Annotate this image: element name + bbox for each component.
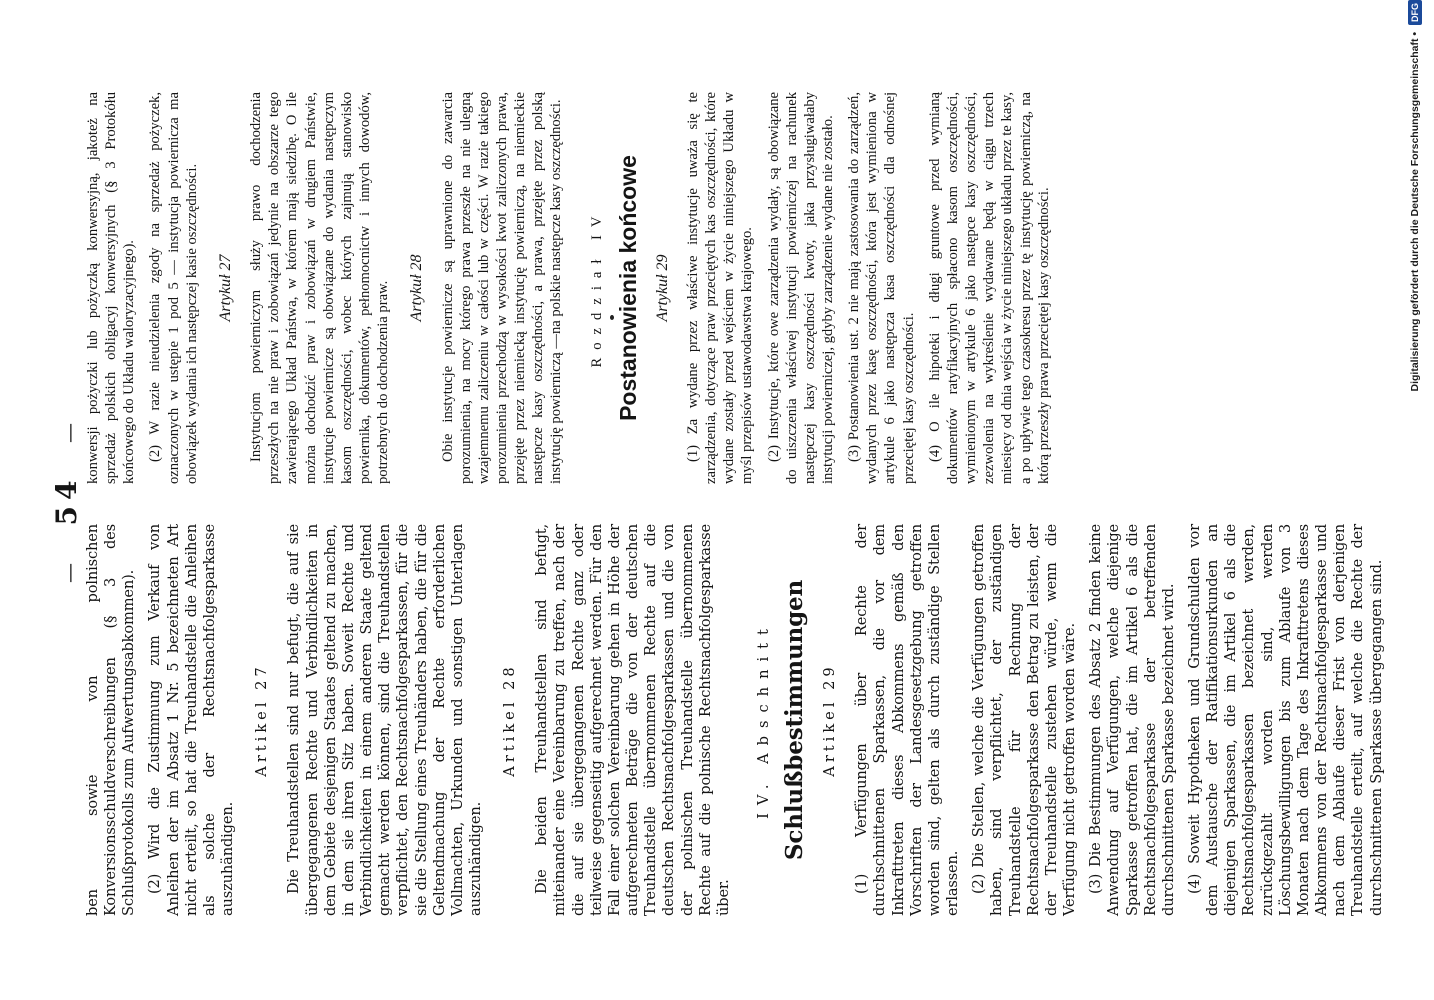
page-number-header	[50, 380, 83, 620]
german-art29-p2: (2) Die Stellen, welche die Verfügungen getroffen haben, sind verpflichtet, der zuständigen Treuhandstelle für Rechnung der Rechtsnachfolgesparkasse den Betrag zu leisten, der der Treuhandstelle zustehen würde, wenn die Verfügung nicht getroffen worden wäre.	[970, 524, 1079, 916]
polish-art29-p1: (1) Za wydane przez właściwe instytucje uważa się te zarządzenia, dotyczące praw przeciętych kas oszczędności, które wydane zostały przed wejściem w życie niniejszego Układu w myśl przepisów ustawodawstwa krajowego.	[684, 92, 756, 484]
german-art27-heading: Artikel 27	[253, 663, 271, 777]
ink-speck	[610, 315, 614, 320]
digitization-note	[1408, 0, 1428, 400]
german-section-title: Schlußbestimmungen	[781, 579, 809, 861]
polish-section-title: Postanowienia końcowe	[614, 155, 641, 421]
polish-art29-heading: Artykuł 29	[653, 254, 671, 322]
german-art29-p4: (4) Soweit Hypotheken und Grundschulden vor dem Austausche der Ratifikationsurkunden an diejenigen Sparkassen, die im Artikel 6 als die Rechtsnachfolgesparkassen bezeichnet werden, zurückgezahlt worden sind, werden Löschungsbewilligungen bis zum Ablaufe von 3 Monaten nach dem Tage des Inkrafttretens dieses Abkommens von der Rechtsnachfolgesparkasse und nach dem Ablaufe dieser Frist von derjenigen Treuhandstelle erteilt, auf welche die Rechte der durchschnittenen Sparkasse übergegangen sind.	[1185, 524, 1385, 916]
german-art27-text: Die Treuhandstellen sind nur befugt, die auf sie übergegangenen Rechte und Verbindlichkeiten in dem Gebiete desjenigen Staates geltend zu machen, in dem sie ihren Sitz haben. Soweit Rechte und Verbindlichkeiten in einem anderen Staate geltend gemacht werden können, sind die Treuhandstellen verpflichtet, den Rechtsnachfolgesparkassen, für die sie die Stellung eines Treuhänders haben, die für die Geltendmachung der Rechte erforderlichen Vollmachten, Urkunden und sonstigen Unterlagen auszuhändigen.	[285, 524, 484, 916]
polish-art27-text: Instytucjom powierniczym służy prawo dochodzenia przeszłych na nie praw i zobowiązań jedynie na obszarze tego zawierającego Układ Państwa, w którem mają siedzibę. O ile można dochodzić praw i zobowiązań w drugiem Państwie, instytucje powiernicze są obowiązane do wydania następczym kasom oszczędności, wobec których zajmują stanowisko powiernika, dokumentów, pełnomocnictw i innych dowodów, potrzebnych do dochodzenia praw.	[248, 92, 392, 484]
german-column	[84, 524, 1386, 916]
separator-dot: •	[1409, 29, 1421, 39]
polish-art27-heading: Artykuł 27	[216, 254, 234, 322]
german-block1-p2: (2) Wird die Zustimmung zum Verkauf von Anleihen der im Absatz 1 Nr. 5 bezeichneten Art nicht erteilt, so hat die Treuhandstelle die Anleihen als solche der Rechtsnachfolgesparkasse auszuhändigen.	[146, 524, 237, 916]
german-section-label: IV. Abschnitt	[755, 621, 772, 819]
polish-art29-p3: (3) Postanowienia ust. 2 nie mają zastosowania do zarządzeń, wydanych przez kasę oszczędności, która jest wymieniona w artykule 6 jako następcza kasa oszczędności dla odnośnej przeciętej kasy oszczędności.	[846, 92, 917, 484]
polish-art28-text: Obie instytucje powiernicze są uprawnione do zawarcia porozumienia, na mocy którego prawa przeszłe na nie ulegną wzajemnemu zaliczeniu w całości lub w części. W razie takiego porozumienia przechodzą w wysokości kwot zaliczonych prawa, przejęte przez niemiecką instytucję powierniczą, na niemieckie następcze kasy oszczędności, a prawa, przejęte przez polską instytucję powierniczą —na polskie następcze kasy oszczędności.	[439, 92, 565, 484]
polish-section-label: Rozdział IV	[588, 208, 605, 368]
german-art28-text: Die beiden Treuhandstellen sind befugt, miteinander eine Vereinbarung zu treffen, nach der die auf sie übergegangenen Rechte ganz oder teilweise gegenseitig aufgerechnet werden. Für den Fall einer solchen Vereinbarung gehen in Höhe der aufgerechneten Beträge die von der deutschen Treuhandstelle übernommenen Rechte auf die deutschen Rechtsnachfolgesparkassen und die von der polnischen Treuhandstelle übernommenen Rechte auf die polnische Rechtsnachfolgesparkasse über.	[533, 524, 732, 916]
digitization-sidebar	[1400, 0, 1434, 1000]
german-art29-p1: (1) Verfügungen über Rechte der durchschnittenen Sparkassen, die vor dem Inkrafttreten dieses Abkommens gemäß den Vorschriften der Landesgesetzgebung getroffen worden sind, gelten als durch zuständige Stellen erlassen.	[853, 524, 962, 916]
digitization-text: Digitalisierung gefördert durch die Deutsche Forschungsgemeinschaft	[1409, 38, 1421, 392]
polish-art29-p2: (2) Instytucje, które owe zarządzenia wydały, są obowiązane do uiszczenia właściwej instytucji powierniczej na rachunek następczej kasy oszczędności kwoty, jaka przysługiwałaby instytucji powierniczej, gdyby zarządzenie wydane nie zostało.	[765, 92, 836, 484]
german-block1-p1: ben sowie von polnischen Konversionsschuldverschreibungen (§ 3 des Schlußprotokolls zum Aufwertungsabkommen).	[84, 524, 138, 916]
dash-left: —	[57, 556, 81, 583]
german-art29-heading: Artikel 29	[821, 663, 839, 777]
dfg-logo: DFG	[1408, 0, 1422, 25]
polish-art28-heading: Artykuł 28	[408, 254, 426, 322]
german-art29-p3: (3) Die Bestimmungen des Absatz 2 finden keine Anwendung auf Verfügungen, welche diejenige Sparkasse getroffen hat, die im Artikel 6 als die Rechtsnachfolgesparkasse der betreffenden durchschnittenen Sparkasse bezeichnet wird.	[1087, 524, 1177, 916]
polish-art29-p4: (4) O ile hipoteki i długi gruntowe przed wymianą dokumentów ratyfikacyjnych spłacono kasom oszczędności, wymienionym w artykule 6 jako następce kasy oszczędności, zezwolenia na wykreślenie wydawane będą w ciągu trzech miesięcy od dnia wejścia w życie niniejszego układu przez te kasy, a po upływie tego czasokresu przez tę instytucję powierniczą, na którą przeszły prawa przeciętej kasy oszczędności.	[926, 92, 1052, 484]
page-number: 54	[50, 474, 83, 526]
polish-block1-p2: (2) W razie nieudzielenia zgody na sprzedaż pożyczek, oznaczonych w ustępie 1 pod 5 — instytucja powiernicza ma obowiązek wydania ich następczej kasie oszczędności.	[147, 92, 200, 484]
polish-column	[84, 92, 1053, 484]
dash-right: —	[57, 417, 81, 444]
polish-block1-p1: konwersji pożyczki lub pożyczką konwersyjną, jakoteż na sprzedaż polskich obligacyj konwersyjnych (§ 3 Protokółu końcowego do Układu waloryzacyjnego).	[85, 92, 138, 484]
german-art28-heading: Artikel 28	[501, 663, 519, 777]
